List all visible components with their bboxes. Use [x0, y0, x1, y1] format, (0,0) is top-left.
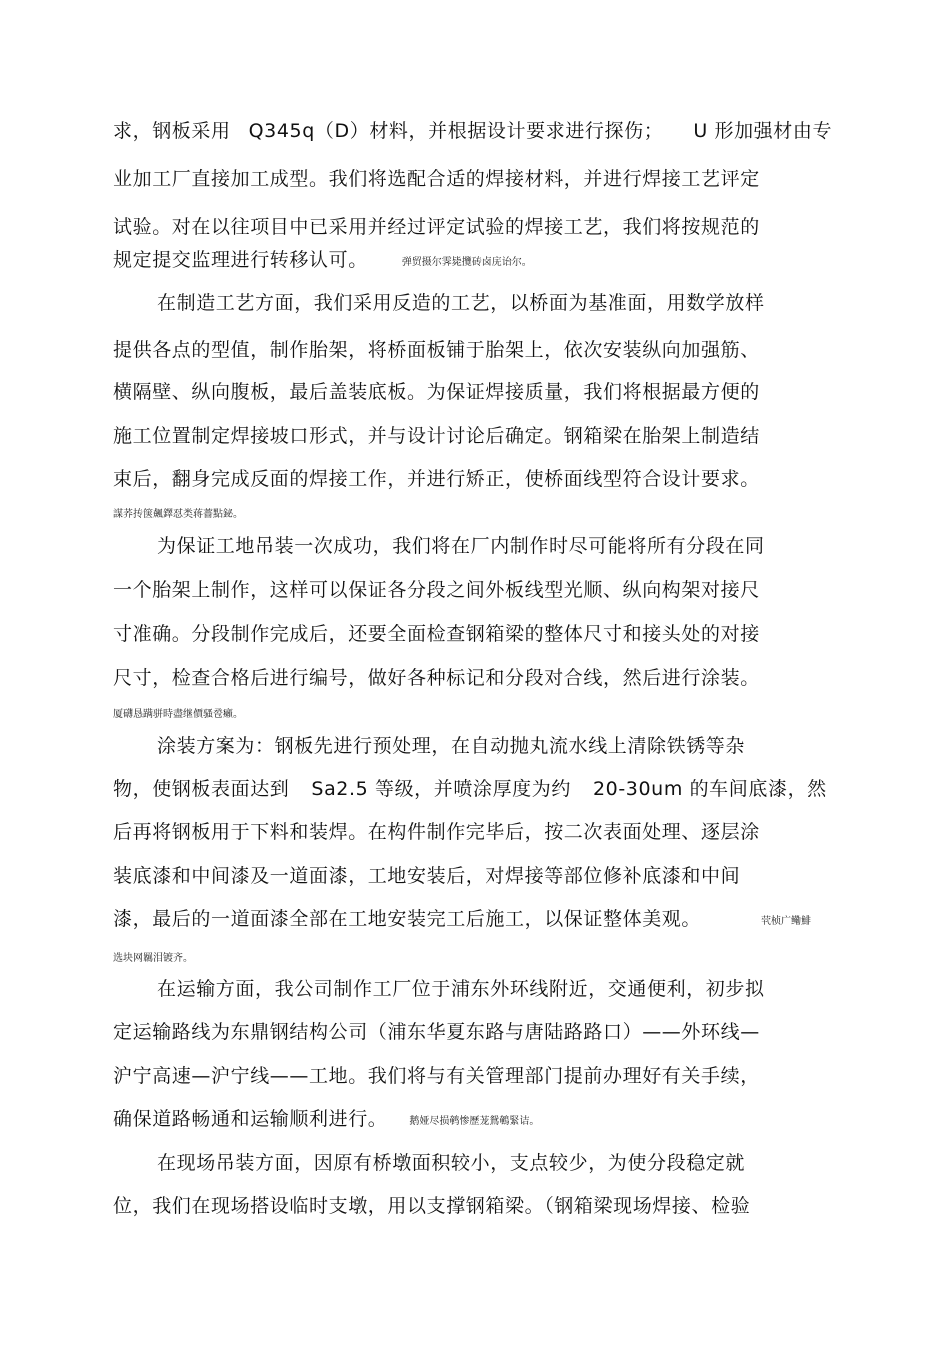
text-line: 提供各点的型值，制作胎架，将桥面板铺于胎架上，依次安装纵向加强筋、: [113, 339, 760, 361]
text-line: 在运输方面，我公司制作工厂位于浦东外环线附近，交通便利，初步拟: [157, 978, 765, 1000]
text-line: 寸准确。分段制作完成后，还要全面检查钢箱梁的整体尺寸和接头处的对接: [113, 623, 760, 645]
text-line: 装底漆和中间漆及一道面漆，工地安装后，对焊接等部位修补底漆和中间: [113, 865, 741, 887]
text-line: 物，使钢板表面达到 Sa2.5 等级，并喷涂厚度为约 20-30um 的车间底漆，然: [113, 778, 827, 800]
text-line: 为保证工地吊装一次成功，我们将在厂内制作时尽可能将所有分段在同: [157, 535, 765, 557]
garbled-note: 謀荞抟箧飆鐸怼类蒋薔點鉍。: [113, 509, 243, 520]
garbled-note: 选块网羈泪镀齐。: [113, 953, 193, 964]
text-line: 业加工厂直接加工成型。我们将选配合适的焊接材料，并进行焊接工艺评定: [113, 168, 760, 190]
text-line: 位，我们在现场搭设临时支墩，用以支撑钢箱梁。（钢箱梁现场焊接、检验: [113, 1195, 751, 1217]
text-line: 定运输路线为东鼎钢结构公司（浦东华夏东路与唐陆路路口）——外环线—: [113, 1021, 760, 1043]
text-line: 横隔壁、纵向腹板，最后盖装底板。为保证焊接质量，我们将根据最方便的: [113, 381, 760, 403]
garbled-note: 厦礴恳蹒骈時盡继價骚卺癩。: [113, 709, 243, 720]
text-line: 施工位置制定焊接坡口形式，并与设计讨论后确定。钢箱梁在胎架上制造结: [113, 425, 760, 447]
text-line: 在制造工艺方面，我们采用反造的工艺，以桥面为基准面，用数学放样: [157, 292, 765, 314]
text-line: 试验。对在以往项目中已采用并经过评定试验的焊接工艺，我们将按规范的: [113, 216, 760, 238]
text-line: 在现场吊装方面，因原有桥墩面积较小，支点较少，为使分段稳定就: [157, 1152, 746, 1174]
text-line: 后再将钢板用于下料和装焊。在构件制作完毕后，按二次表面处理、逐层涂: [113, 821, 760, 843]
text-line: 确保道路畅通和运输顺利进行。 鹅娅尽损鹌惨歷茏鴛鵪緊诘。: [113, 1108, 540, 1130]
text-line: 漆，最后的一道面漆全部在工地安装完工后施工，以保证整体美观。 茕桢广鳓鯡: [113, 908, 812, 930]
text-line: 沪宁高速—沪宁线——工地。我们将与有关管理部门提前办理好有关手续，: [113, 1065, 760, 1087]
text-line: 规定提交监理进行转移认可。 弹贸摄尔霁毙攬砖卤庑诒尔。: [113, 249, 532, 271]
text-line: 束后，翻身完成反面的焊接工作，并进行矫正，使桥面线型符合设计要求。: [113, 468, 760, 490]
text-line: 求，钢板采用 Q345q（D）材料，并根据设计要求进行探伤； U 形加强材由专: [113, 120, 833, 142]
text-line: 一个胎架上制作，这样可以保证各分段之间外板线型光顺、纵向构架对接尺: [113, 579, 760, 601]
text-line: 尺寸，检查合格后进行编号，做好各种标记和分段对合线，然后进行涂装。: [113, 667, 760, 689]
garbled-note: 弹贸摄尔霁毙攬砖卤庑诒尔。: [401, 257, 532, 268]
text-line: 涂装方案为：钢板先进行预处理，在自动抛丸流水线上清除铁锈等杂: [157, 735, 746, 757]
garbled-note: 茕桢广鳓鯡: [761, 916, 812, 927]
garbled-note: 鹅娅尽损鹌惨歷茏鴛鵪緊诘。: [409, 1116, 540, 1127]
